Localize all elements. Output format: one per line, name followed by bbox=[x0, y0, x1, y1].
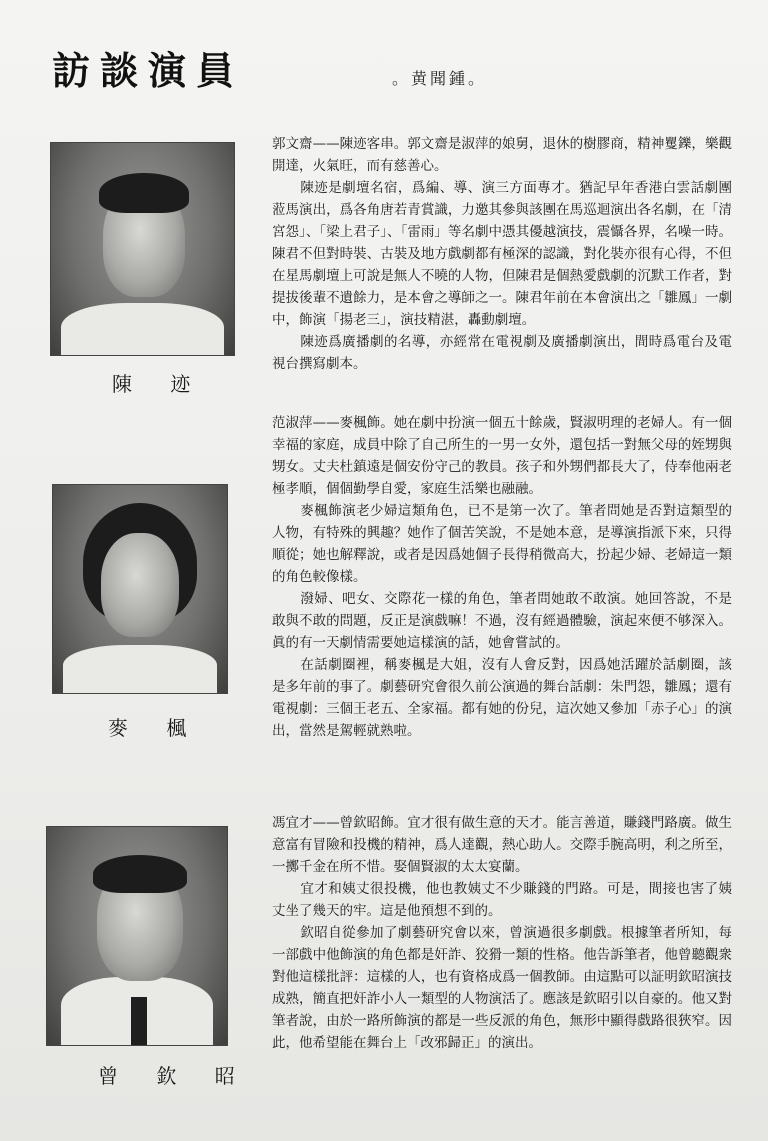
paragraph: 陳迹是劇壇名宿，爲編、導、演三方面專才。猶記早年香港白雲話劇團蒞馬演出，爲各角唐若青賞識，力邀其參與該團在馬巡迴演出各名劇，在「清宮怨」、「梁上君子」、「雷雨」等名劇中憑其優越演技，震懾各界，名噪一時。陳君不但對時裝、古裝及地方戲劇都有極深的認識，對化裝亦很有心得，不但在星馬劇壇上可說是無人不曉的人物，但陳君是個熱愛戲劇的沉默工作者，對提拔後輩不遺餘力，是本會之導師之一。陳君年前在本會演出之「雛鳳」一劇中，飾演「揚老三」，演技精湛，轟動劇壇。 bbox=[272, 180, 732, 328]
portrait-photo-chen-ji bbox=[50, 142, 235, 356]
caption-zeng-qin-zhao: 曾 欽 昭 bbox=[98, 1064, 251, 1088]
paragraph: 馮宜才——曾欽昭飾。宜才很有做生意的天才。能言善道，賺錢門路廣。做生意富有冒險和投機的精神，爲人達觀，熱心助人。交際手腕高明，利之所至，一擲千金在所不惜。娶個賢淑的太太宴蘭。 bbox=[272, 815, 732, 875]
portrait-photo-zeng-qin-zhao bbox=[46, 826, 228, 1046]
paragraph: 潑婦、吧女、交際花一樣的角色，筆者問她敢不敢演。她回答說，不是敢與不敢的問題，反正是演戲嘛！不過，沒有經過體驗，演起來便不够深入。眞的有一天劇情需要她這樣演的話，她會嘗試的。 bbox=[272, 591, 732, 651]
caption-chen-ji: 陳 迹 bbox=[112, 372, 207, 396]
article-section-mai-feng bbox=[272, 412, 732, 742]
paragraph: 陳迹爲廣播劇的名導，亦經常在電視劇及廣播劇演出，間時爲電台及電視台撰寫劇本。 bbox=[272, 334, 732, 372]
paragraph: 麥楓飾演老少婦這類角色，已不是第一次了。筆者問她是否對這類型的人物，有特殊的興趣？她作了個苦笑說，不是她本意，是導演指派下來，只得順從；她也解釋說，或者是因爲她個子長得稍微高大，扮起少婦、老婦這一類的角色較像樣。 bbox=[272, 503, 732, 585]
author-byline: 。黄聞鍾。 bbox=[392, 69, 488, 88]
caption-mai-feng: 麥 楓 bbox=[108, 716, 203, 740]
page-title: 訪談演員 bbox=[52, 48, 245, 93]
paragraph: 在話劇圈裡，稱麥楓是大姐，沒有人會反對，因爲她活躍於話劇圈，該是多年前的事了。劇藝研究會很久前公演過的舞台話劇：朱門怨，雛鳳；還有電視劇：三個王老五、全家福。都有她的份兒，這次她又參加「赤子心」的演出，當然是駕輕就熟啦。 bbox=[272, 657, 732, 739]
article-section-zeng-qin-zhao bbox=[272, 812, 732, 1054]
article-section-chen-ji bbox=[272, 133, 732, 375]
paragraph: 范淑萍——麥楓飾。她在劇中扮演一個五十餘歲，賢淑明理的老婦人。有一個幸福的家庭，成員中除了自己所生的一男一女外，還包括一對無父母的姪甥與甥女。丈夫杜鎮遠是個安份守己的教員。孩子和外甥們都長大了，侍奉他兩老極孝順，個個勤學自愛，家庭生活樂也融融。 bbox=[272, 415, 732, 497]
portrait-photo-mai-feng bbox=[52, 484, 228, 694]
paragraph: 宜才和姨丈很投機，他也教姨丈不少賺錢的門路。可是，間接也害了姨丈坐了幾天的牢。這是他預想不到的。 bbox=[272, 881, 732, 919]
paragraph: 郭文齋——陳迹客串。郭文齋是淑萍的娘舅，退休的樹膠商，精神矍鑠，樂觀開達，火氣旺，而有慈善心。 bbox=[272, 136, 732, 174]
paragraph: 欽昭自從參加了劇藝研究會以來，曾演過很多劇戲。根據筆者所知，每一部戲中他飾演的角色都是奸詐、狡猾一類的性格。他告訴筆者，他曾聽觀衆對他這樣批評：這樣的人，也有資格成爲一個教師。由這點可以証明欽昭演技成熟，簡直把奸詐小人一類型的人物演活了。應該是欽昭引以自豪的。他又對筆者說，由於一路所飾演的都是一些反派的角色，無形中顯得戲路很狹窄。因此，他希望能在舞台上「改邪歸正」的演出。 bbox=[272, 925, 732, 1051]
